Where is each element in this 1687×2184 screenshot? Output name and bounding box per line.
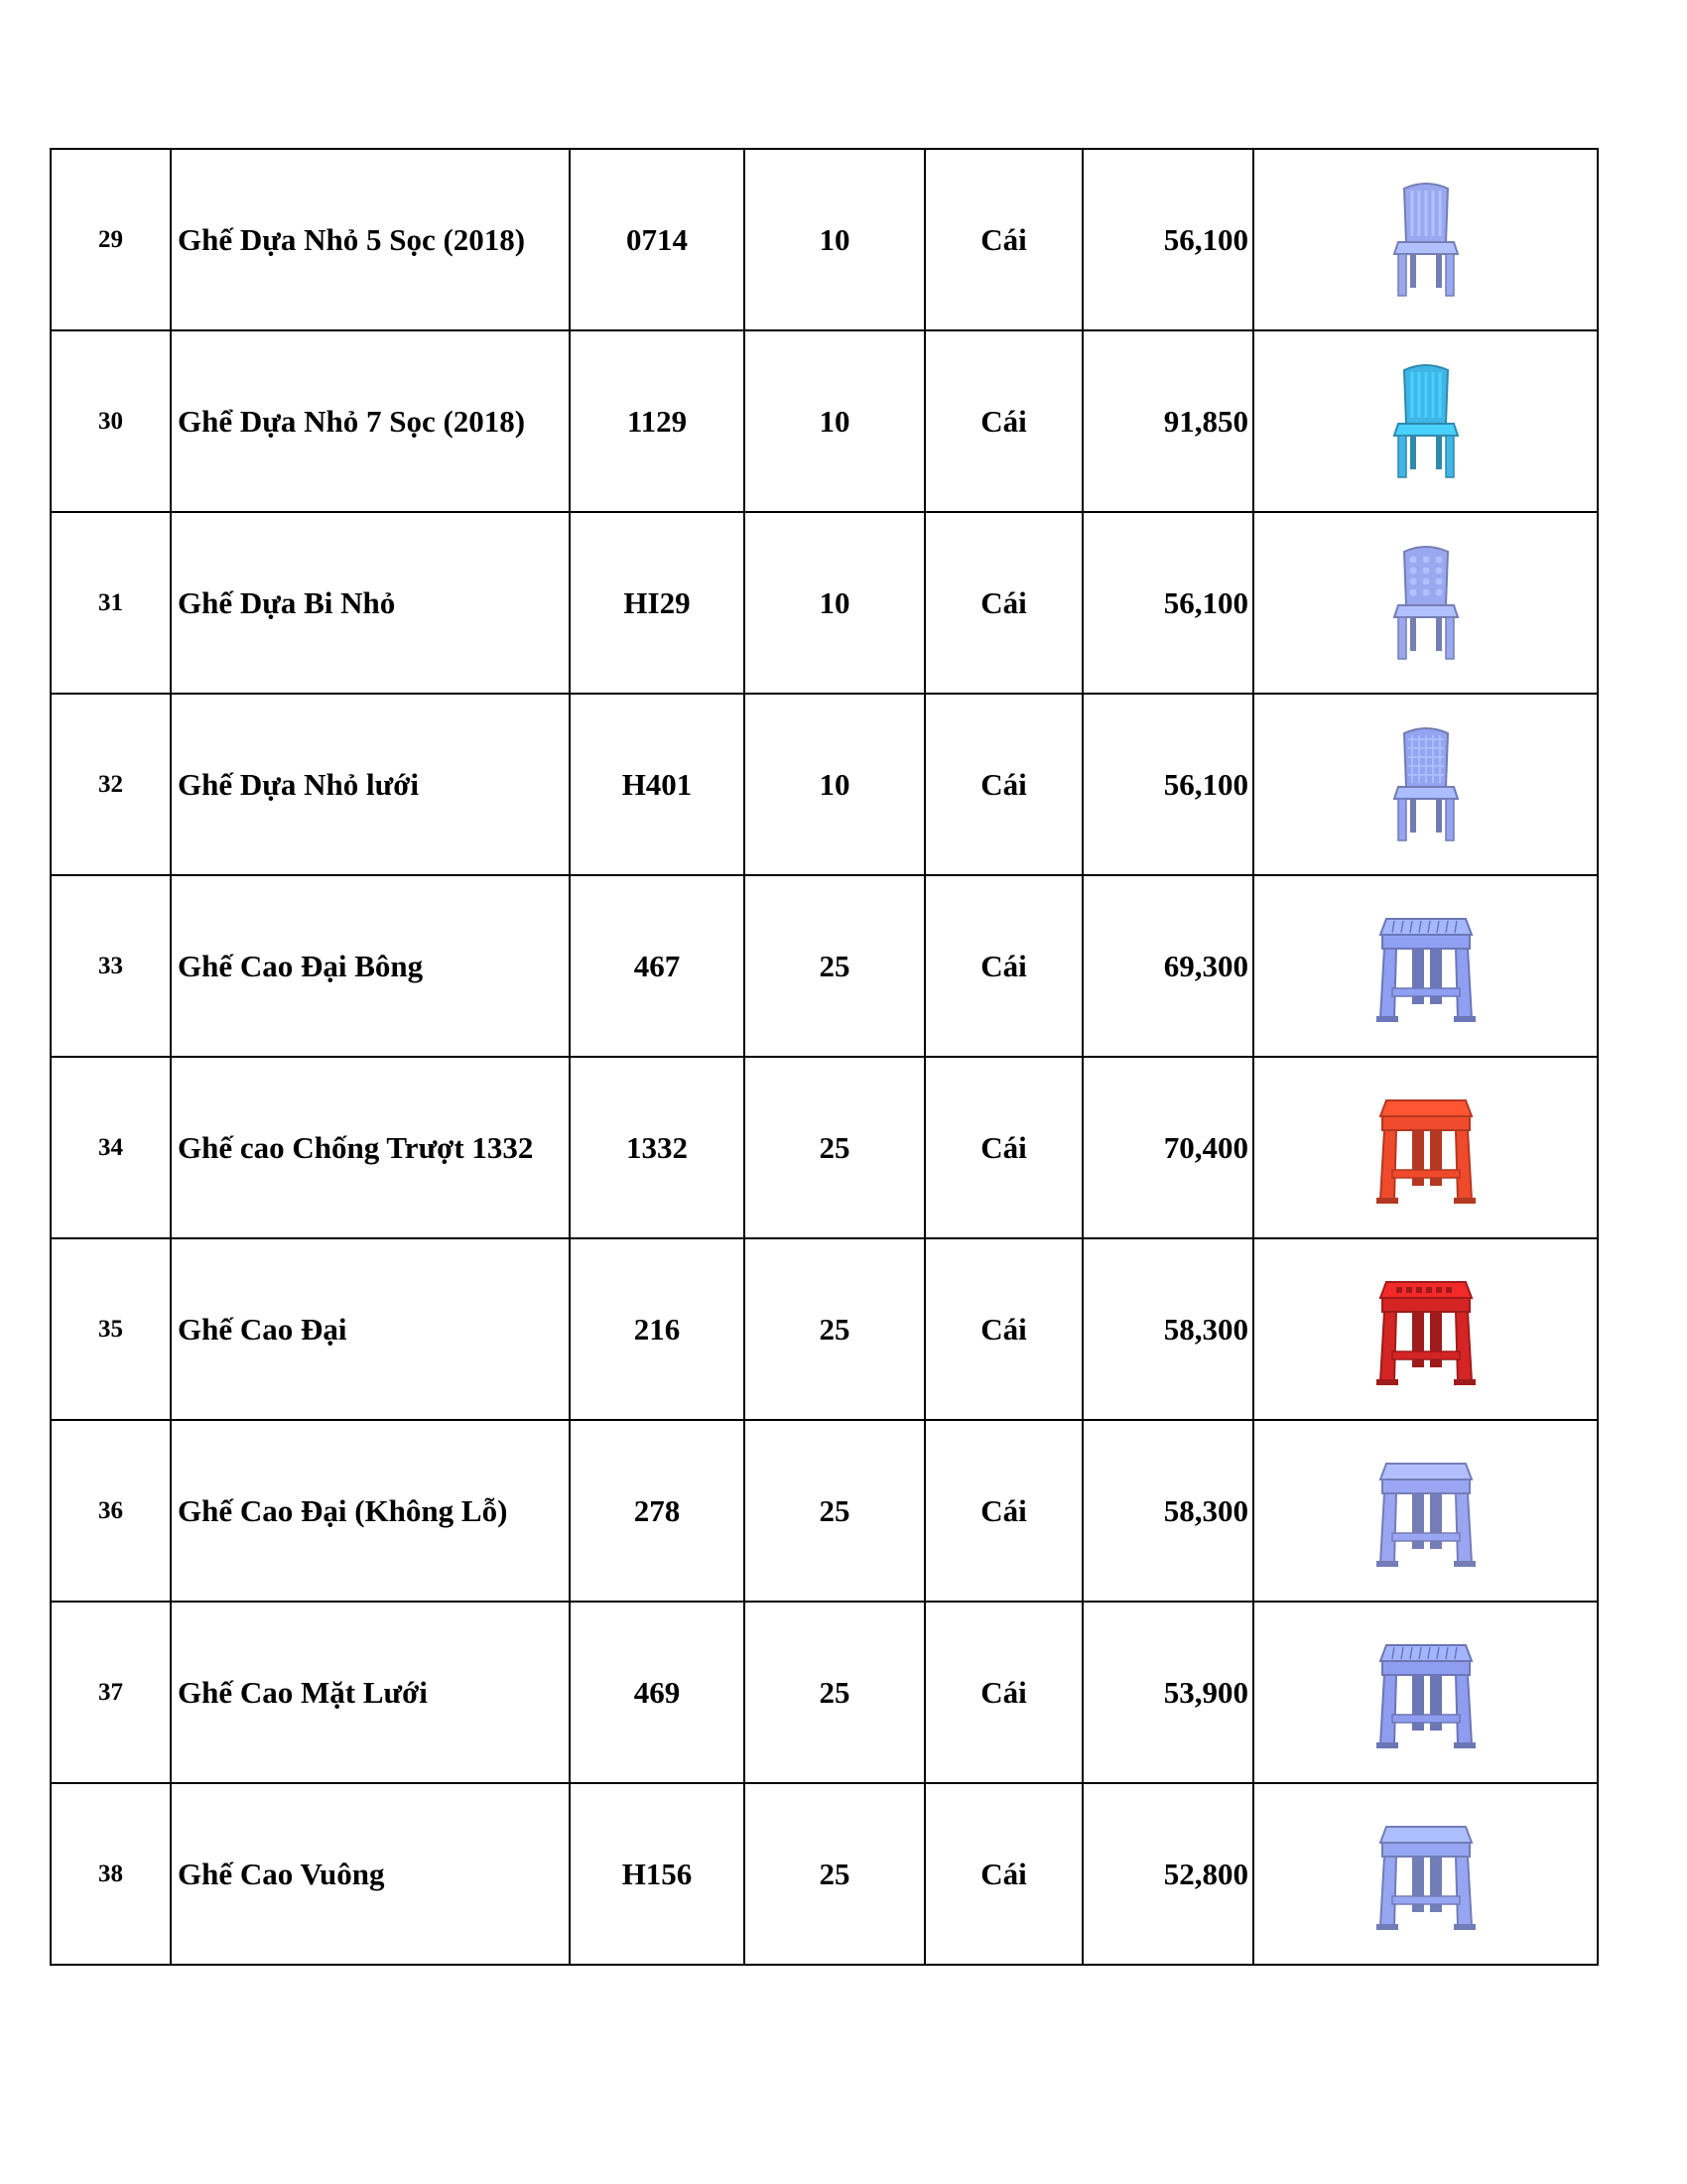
pack-quantity: 25: [744, 1420, 925, 1602]
pack-quantity: 25: [744, 1602, 925, 1783]
product-image-cell: [1253, 512, 1598, 694]
product-image-cell: [1253, 1057, 1598, 1238]
table-body: [51, 149, 1598, 1965]
pack-quantity: 25: [744, 1057, 925, 1238]
product-image-cell: [1253, 149, 1598, 330]
unit: Cái: [925, 1783, 1083, 1965]
table-row: [51, 1602, 1598, 1783]
plastic-stool-image: [1357, 1442, 1495, 1581]
pack-quantity: 25: [744, 875, 925, 1057]
row-number: 35: [51, 1238, 171, 1420]
product-image-cell: [1253, 1783, 1598, 1965]
product-image-cell: [1253, 1420, 1598, 1602]
product-code: 216: [570, 1238, 744, 1420]
product-code: 469: [570, 1602, 744, 1783]
plastic-chair-image: [1357, 352, 1495, 491]
unit: Cái: [925, 512, 1083, 694]
unit-price: 91,850: [1083, 330, 1253, 512]
unit: Cái: [925, 875, 1083, 1057]
pack-quantity: 10: [744, 149, 925, 330]
plastic-stool-image: [1357, 1079, 1495, 1218]
unit-price: 58,300: [1083, 1238, 1253, 1420]
unit-price: 52,800: [1083, 1783, 1253, 1965]
product-name: Ghế Cao Đại: [171, 1238, 570, 1420]
product-image-cell: [1253, 875, 1598, 1057]
product-name: Ghế Dựa Bi Nhỏ: [171, 512, 570, 694]
product-name: Ghế cao Chống Trượt 1332: [171, 1057, 570, 1238]
product-image-cell: [1253, 330, 1598, 512]
pack-quantity: 10: [744, 512, 925, 694]
unit-price: 56,100: [1083, 694, 1253, 875]
price-table: [50, 148, 1599, 1966]
unit-price: 58,300: [1083, 1420, 1253, 1602]
product-code: 278: [570, 1420, 744, 1602]
product-name: Ghể Dựa Nhỏ 7 Sọc (2018): [171, 330, 570, 512]
row-number: 33: [51, 875, 171, 1057]
plastic-chair-image: [1357, 715, 1495, 854]
unit: Cái: [925, 694, 1083, 875]
unit: Cái: [925, 1420, 1083, 1602]
unit: Cái: [925, 1602, 1083, 1783]
product-image-cell: [1253, 694, 1598, 875]
pack-quantity: 10: [744, 694, 925, 875]
product-code: H156: [570, 1783, 744, 1965]
table-row: [51, 330, 1598, 512]
table-row: [51, 1420, 1598, 1602]
table-row: [51, 149, 1598, 330]
table-row: [51, 694, 1598, 875]
row-number: 34: [51, 1057, 171, 1238]
pack-quantity: 10: [744, 330, 925, 512]
row-number: 32: [51, 694, 171, 875]
unit-price: 70,400: [1083, 1057, 1253, 1238]
unit: Cái: [925, 1238, 1083, 1420]
row-number: 36: [51, 1420, 171, 1602]
plastic-stool-image: [1357, 897, 1495, 1036]
table-row: [51, 1057, 1598, 1238]
unit-price: 69,300: [1083, 875, 1253, 1057]
product-code: 1332: [570, 1057, 744, 1238]
plastic-stool-image: [1357, 1260, 1495, 1399]
row-number: 31: [51, 512, 171, 694]
pack-quantity: 25: [744, 1783, 925, 1965]
unit: Cái: [925, 149, 1083, 330]
product-code: 1129: [570, 330, 744, 512]
product-name: Ghế Cao Đại (Không Lỗ): [171, 1420, 570, 1602]
table-row: [51, 512, 1598, 694]
product-name: Ghế Cao Mặt Lưới: [171, 1602, 570, 1783]
pack-quantity: 25: [744, 1238, 925, 1420]
row-number: 37: [51, 1602, 171, 1783]
product-image-cell: [1253, 1238, 1598, 1420]
unit-price: 56,100: [1083, 149, 1253, 330]
product-name: Ghế Cao Vuông: [171, 1783, 570, 1965]
product-name: Ghế Dựa Nhỏ lưới: [171, 694, 570, 875]
row-number: 38: [51, 1783, 171, 1965]
product-code: 0714: [570, 149, 744, 330]
row-number: 30: [51, 330, 171, 512]
table-row: [51, 1238, 1598, 1420]
unit-price: 56,100: [1083, 512, 1253, 694]
product-image-cell: [1253, 1602, 1598, 1783]
table-row: [51, 875, 1598, 1057]
unit: Cái: [925, 330, 1083, 512]
product-code: HI29: [570, 512, 744, 694]
plastic-stool-image: [1357, 1623, 1495, 1762]
plastic-chair-image: [1357, 534, 1495, 673]
product-name: Ghế Cao Đại Bông: [171, 875, 570, 1057]
product-code: 467: [570, 875, 744, 1057]
product-name: Ghế Dựa Nhỏ 5 Sọc (2018): [171, 149, 570, 330]
plastic-stool-image: [1357, 1805, 1495, 1944]
unit: Cái: [925, 1057, 1083, 1238]
table-row: [51, 1783, 1598, 1965]
product-code: H401: [570, 694, 744, 875]
row-number: 29: [51, 149, 171, 330]
plastic-chair-image: [1357, 171, 1495, 310]
unit-price: 53,900: [1083, 1602, 1253, 1783]
